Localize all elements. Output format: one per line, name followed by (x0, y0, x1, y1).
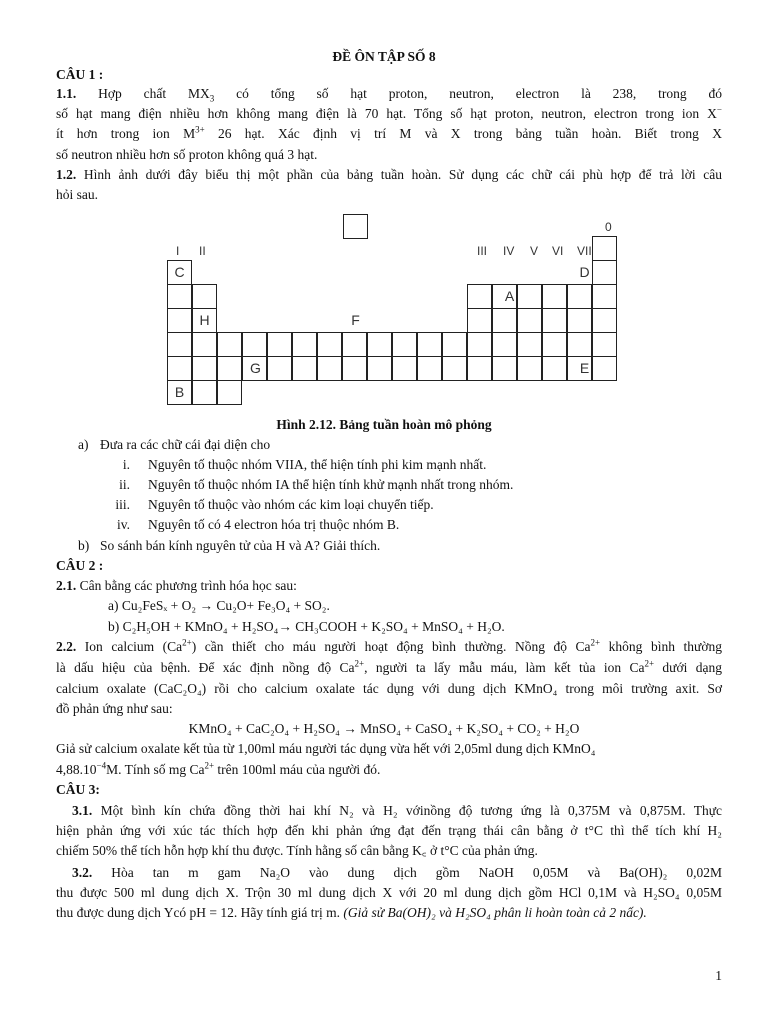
table-cell (567, 308, 592, 333)
table-cell (592, 332, 617, 357)
table-cell (492, 332, 517, 357)
table-cell (542, 308, 567, 333)
table-cell (517, 332, 542, 357)
q2-1: 2.1. Cân bằng các phương trình hóa học sau: (56, 578, 297, 593)
table-cell (517, 308, 542, 333)
table-cell (567, 332, 592, 357)
table-cell (192, 284, 217, 309)
table-cell (392, 332, 417, 357)
table-cell (467, 284, 492, 309)
table-cell (242, 332, 267, 357)
figure-caption: Hình 2.12. Bảng tuần hoàn mô phỏng (276, 417, 492, 432)
table-cell (292, 356, 317, 381)
table-cell (167, 356, 192, 381)
q3-1-line-2: hiện phản ứng với xúc tác thích hợp đến khi phản ứng đạt đến trạng thái cân bằng ở t°C thì thể tích khí H₂ (56, 823, 722, 838)
q1-1-line-2: số hạt mang điện nhiều hơn không mang điện là 70 hạt. Tổng số hạt proton, neutron, electron trong ion X− (56, 104, 722, 121)
table-cell (592, 284, 617, 309)
element-a: A (504, 288, 515, 304)
group-label: VII (577, 244, 592, 258)
table-cell (367, 332, 392, 357)
table-cell (167, 332, 192, 357)
element-b: B (174, 384, 185, 400)
table-cell (542, 332, 567, 357)
table-cell (467, 356, 492, 381)
question-2-heading: CÂU 2 : (56, 558, 104, 573)
table-cell (592, 308, 617, 333)
q2-2-line-6: $4,88.10^{-4}M$. Tính số mg $Ca^{2+}$ trên 100ml máu của người đó. (56, 760, 381, 777)
table-cell (417, 356, 442, 381)
q2-2-line-4: đồ phản ứng như sau: (56, 701, 173, 716)
q3-2-line-2: thu được 500 ml dung dịch X. Trộn 30 ml dung dịch X với 20 ml dung dịch gồm HCl 0,1M và H₂SO₄ 0,05M (56, 885, 722, 900)
table-cell (342, 332, 367, 357)
table-cell (442, 356, 467, 381)
q2-1b-equation: b) C₂H₅OH + KMnO₄ + H₂SO₄→ CH₃COOH + K₂SO₄ + MnSO₄ + H₂O. (108, 619, 505, 634)
q1-2-line-1: 1.2. Hình ảnh dưới đây biểu thị một phần của bảng tuần hoàn. Sử dụng các chữ cái phù hợp để trả lời câu (56, 167, 722, 182)
element-h: H (199, 312, 210, 328)
q2-2-line-3: calcium oxalate (CaC₂O₄) rồi cho calcium oxalate tác dụng với dung dịch KMnO₄ trong môi trường axit. Sơ (56, 681, 722, 696)
q3-2-line-3: thu được dung dịch Ycó pH = 12. Hãy tính giá trị m. (Giả sử Ba(OH)₂ và H₂SO₄ phân li hoàn toàn cả 2 nấc). (56, 905, 647, 920)
table-cell (442, 332, 467, 357)
table-cell (192, 380, 217, 405)
q2-2-line-5: Giả sử calcium oxalate kết tủa từ 1,00ml máu người tác dụng vừa hết với 2,05ml dung dịch KMnO₄ (56, 741, 596, 756)
table-cell (192, 356, 217, 381)
table-cell (567, 284, 592, 309)
document-title: ĐỀ ÔN TẬP SỐ 8 (332, 49, 436, 64)
table-cell (392, 356, 417, 381)
table-cell (342, 356, 367, 381)
table-cell (542, 284, 567, 309)
element-e: E (579, 360, 590, 376)
group-label: 0 (605, 220, 612, 234)
table-cell (417, 332, 442, 357)
table-cell (517, 356, 542, 381)
table-cell (467, 332, 492, 357)
table-cell (367, 356, 392, 381)
table-cell (317, 332, 342, 357)
table-cell (542, 356, 567, 381)
question-1-heading: CÂU 1 : (56, 67, 104, 82)
table-cell (167, 308, 192, 333)
table-cell (492, 308, 517, 333)
question-3-heading: CÂU 3: (56, 782, 100, 797)
q2-2-line-2: là dấu hiệu của bệnh. Để xác định nồng độ $Ca^{2+}$, người ta lấy mẫu máu, làm kết tủa ion $Ca^{2+}$ dưới dạng (56, 658, 722, 675)
q1-2-line-2: hỏi sau. (56, 187, 98, 202)
q3-1-line-1: 3.1. Một bình kín chứa đồng thời hai khí N₂ và H₂ vớinồng độ tương ứng là 0,375M và 0,875M. Thực (72, 803, 722, 818)
q1-1-line-1: 1.1. Hợp chất $MX_3$ có tổng số hạt proton, neutron, electron là 238, trong đó (56, 86, 723, 104)
table-cell (192, 332, 217, 357)
table-cell (592, 236, 617, 261)
table-cell (167, 284, 192, 309)
group-label: III (477, 244, 488, 258)
table-cell (317, 356, 342, 381)
q2-2-equation: KMnO₄ + CaC₂O₄ + H₂SO₄ → MnSO₄ + CaSO₄ + K₂SO₄ + CO₂ + H₂O (188, 721, 580, 736)
table-cell (267, 356, 292, 381)
table-cell (217, 332, 242, 357)
element-d: D (579, 264, 590, 280)
q3-1-line-3: chiếm 50% thể tích hỗn hợp khí thu được. Tính hằng số cân bằng K꜀ ở t°C của phản ứng. (56, 843, 538, 858)
group-label: V (530, 244, 539, 258)
q1-1-line-4: số neutron nhiều hơn số proton không quá 3 hạt. (56, 147, 318, 162)
table-cell (292, 332, 317, 357)
table-cell (217, 356, 242, 381)
group-label: I (176, 244, 180, 258)
table-key-box (343, 214, 368, 239)
q2-1a-equation: a) Cu₂FeSₓ + O₂ → Cu₂O+ Fe₃O₄ + SO₂. (108, 598, 330, 613)
table-cell (217, 380, 242, 405)
element-g: G (250, 360, 261, 376)
page-number: 1 (715, 968, 722, 983)
table-cell (267, 332, 292, 357)
q1-1-line-3: ít hơn trong ion $M^{3+}$ 26 hạt. Xác định vị trí M và X trong bảng tuần hoàn. Biết trong X (56, 124, 722, 141)
element-c: C (174, 264, 185, 280)
group-label: IV (503, 244, 515, 258)
group-label: VI (552, 244, 564, 258)
element-f: F (351, 312, 360, 328)
table-cell (467, 308, 492, 333)
group-label: II (199, 244, 206, 258)
q3-2-line-1: 3.2. Hòa tan m gam Na₂O vào dung dịch gồm NaOH 0,05M và Ba(OH)₂ 0,02M (72, 865, 722, 880)
q2-2-line-1: 2.2. Ion calcium $(Ca^{2+})$ cần thiết cho máu người hoạt động bình thường. Nồng độ $Ca^{2+}$ không bình thường (56, 637, 722, 654)
table-cell (492, 356, 517, 381)
